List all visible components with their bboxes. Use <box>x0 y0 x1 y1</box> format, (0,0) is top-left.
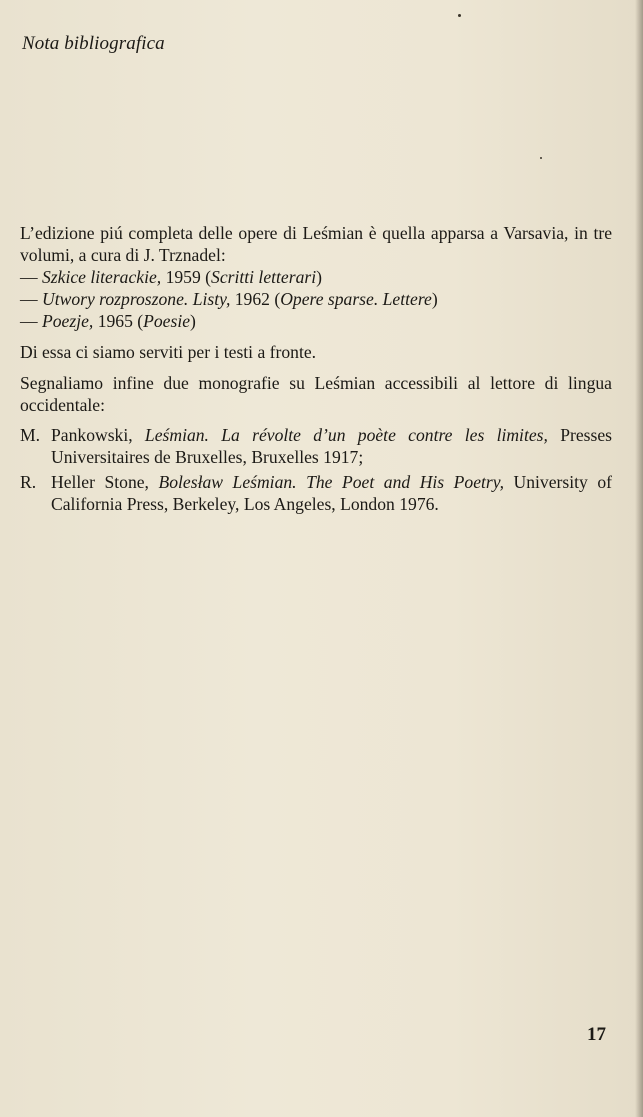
edition-translation: Poesie <box>143 311 191 331</box>
edition-item: — Utwory rozproszone. Listy, 1962 (Opere sparse. Lettere) <box>20 289 438 309</box>
edition-translation: Scritti letterari <box>211 267 317 287</box>
reference-author: Pankowski, <box>51 425 133 445</box>
reference-title: Leśmian. La révolte d’un poète contre les limites, <box>144 425 548 445</box>
reference-publisher: Presses Universitaires de Bruxelles, Bruxelles 1917; <box>51 425 612 467</box>
references-list <box>20 424 612 515</box>
edition-title: Poezje, <box>42 311 94 331</box>
page-edge-shadow <box>635 0 643 1117</box>
author-initial: R. <box>20 472 37 492</box>
reference-item <box>20 424 612 468</box>
bibliography-body <box>20 222 612 515</box>
ink-speck <box>540 157 542 159</box>
edition-title: Szkice literackie, <box>42 267 162 287</box>
used-note: Di essa ci siamo serviti per i testi a fronte. <box>20 342 317 362</box>
monographs-intro: Segnaliamo infine due monografie su Leśmian accessibili al lettore di lingua occidentale: <box>20 373 612 415</box>
intro-paragraph: L’edizione piú completa delle opere di Leśmian è quella apparsa a Varsavia, in tre volumi, a cura di J. Trznadel: <box>20 223 612 265</box>
edition-item: — Szkice literackie, 1959 (Scritti letterari) <box>20 267 322 287</box>
edition-item: — Poezje, 1965 (Poesie) <box>20 311 196 331</box>
reference-publisher: University of California Press, Berkeley, Los Angeles, London 1976. <box>51 472 612 514</box>
page-number: 17 <box>587 1024 606 1045</box>
edition-translation: Opere sparse. Lettere <box>280 289 432 309</box>
author-initial: M. <box>20 425 41 445</box>
ink-speck <box>458 14 461 17</box>
reference-item <box>20 471 612 515</box>
section-heading: Nota bibliografica <box>22 33 165 54</box>
edition-title: Utwory rozproszone. Listy, <box>42 289 231 309</box>
editions-list <box>20 266 612 332</box>
reference-text <box>51 424 612 468</box>
reference-author: Heller Stone, <box>51 472 149 492</box>
reference-text <box>51 471 612 515</box>
reference-title: Bolesław Leśmian. The Poet and His Poetry, <box>158 472 504 492</box>
